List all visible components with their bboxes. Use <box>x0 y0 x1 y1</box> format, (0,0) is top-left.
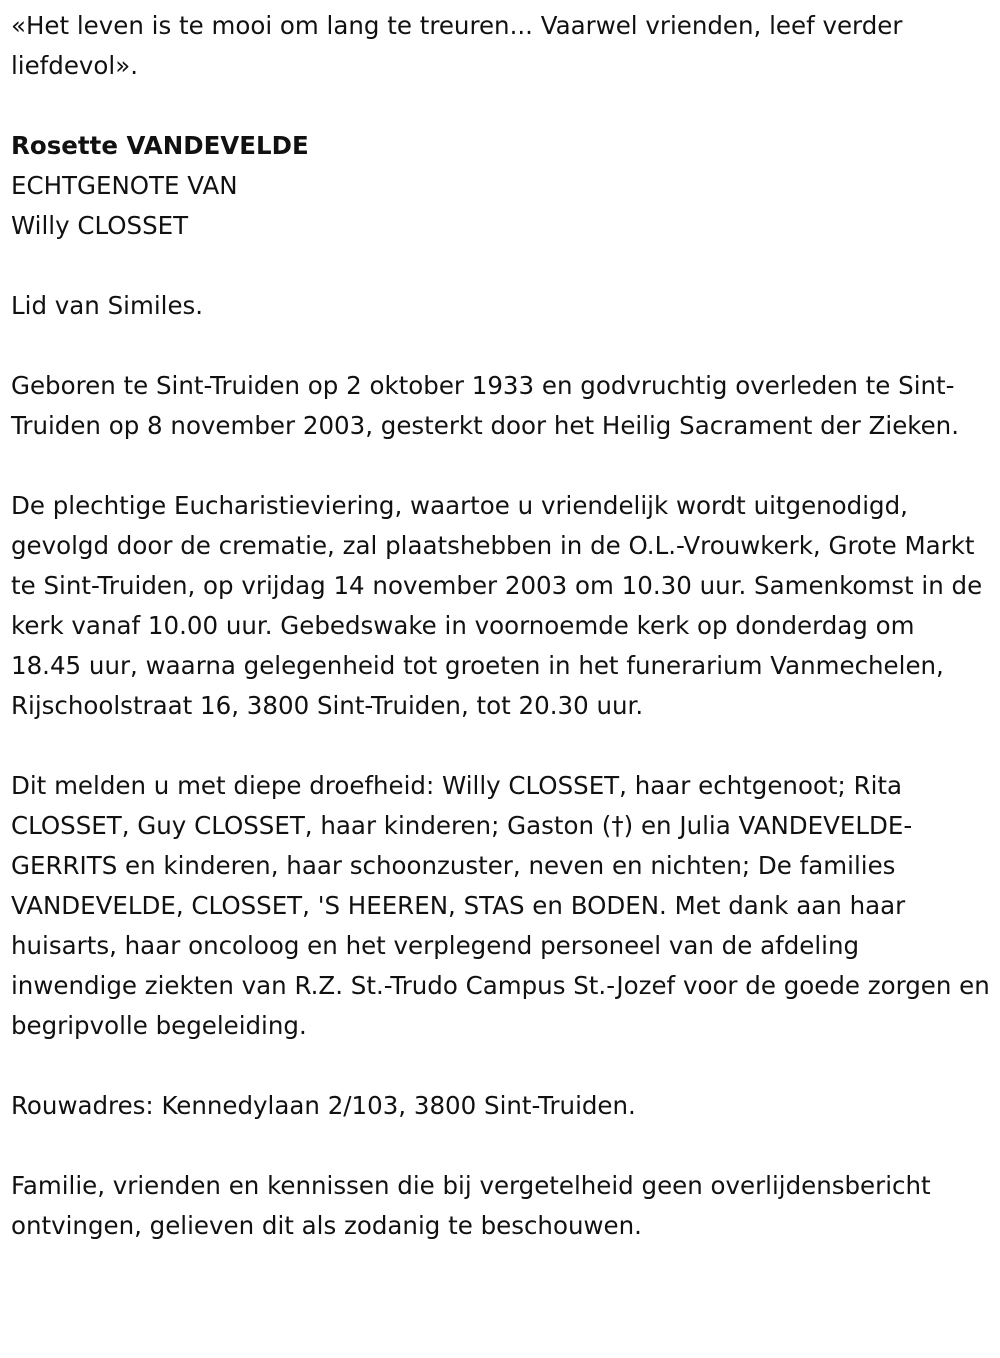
birth-death-paragraph: Geboren te Sint-Truiden op 2 oktober 1933 en godvruchtig overleden te Sint-Truiden op 8 november 2003, gesterkt door het Heilig Sacrament der Zieken. <box>11 371 959 440</box>
spacer <box>11 86 991 126</box>
closing-paragraph: Familie, vrienden en kennissen die bij vergetelheid geen overlijdensbericht ontvingen, gelieven dit als zodanig te beschouwen. <box>11 1171 931 1240</box>
spouse-name: Willy CLOSSET <box>11 211 189 240</box>
relation-label: ECHTGENOTE VAN <box>11 171 238 200</box>
announcement-paragraph: Dit melden u met diepe droefheid: Willy CLOSSET, haar echtgenoot; Rita CLOSSET, Guy CLOSSET, haar kinderen; Gaston (†) en Julia VANDEVELDE-GERRITS en kinderen, haar schoonzuster, neven en nichten; De families VANDEVELDE, CLOSSET, 'S HEEREN, STAS en BODEN. Met dank aan haar huisarts, haar oncoloog en het verplegend personeel van de afdeling inwendige ziekten van R.Z. St.-Trudo Campus St.-Jozef voor de goede zorgen en begripvolle begeleiding. <box>11 771 990 1040</box>
spacer <box>11 326 991 366</box>
ceremony-paragraph: De plechtige Eucharistieviering, waartoe u vriendelijk wordt uitgenodigd, gevolgd door de crematie, zal plaatshebben in de O.L.-Vrouwkerk, Grote Markt te Sint-Truiden, op vrijdag 14 november 2003 om 10.30 uur. Samenkomst in de kerk vanaf 10.00 uur. Gebedswake in voornoemde kerk op donderdag om 18.45 uur, waarna gelegenheid tot groeten in het funerarium Vanmechelen, Rijschoolstraat 16, 3800 Sint-Truiden, tot 20.30 uur. <box>11 491 983 720</box>
spacer <box>11 1046 991 1086</box>
spacer <box>11 1126 991 1166</box>
mourning-address: Rouwadres: Kennedylaan 2/103, 3800 Sint-Truiden. <box>11 1091 636 1120</box>
spacer <box>11 726 991 766</box>
spacer <box>11 246 991 286</box>
deceased-name: Rosette VANDEVELDE <box>11 131 309 160</box>
obituary-text <box>11 6 991 1246</box>
membership-line: Lid van Similes. <box>11 291 204 320</box>
opening-quote: «Het leven is te mooi om lang te treuren... Vaarwel vrienden, leef verder liefdevol». <box>11 11 903 80</box>
spacer <box>11 446 991 486</box>
